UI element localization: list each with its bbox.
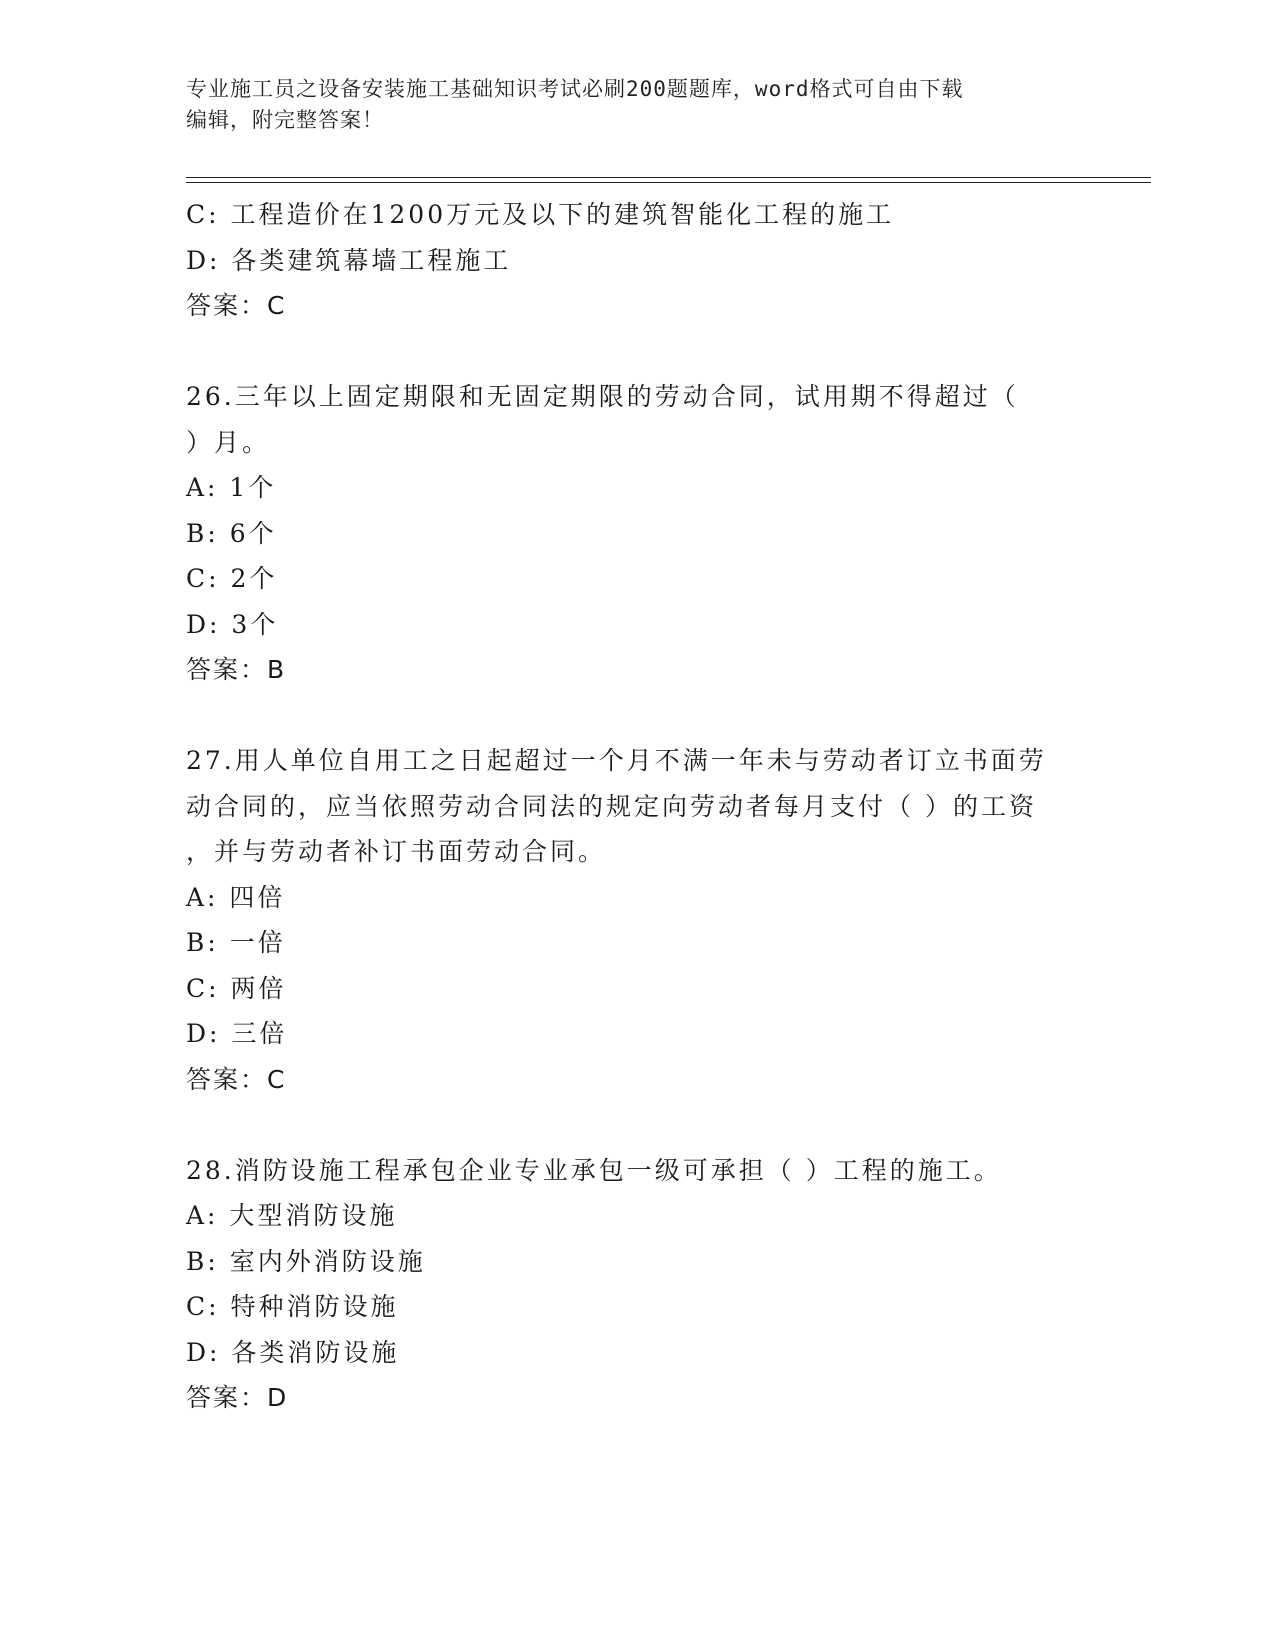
header-divider-top [186,177,1151,178]
question-stem-line: 26.三年以上固定期限和无固定期限的劳动合同，试用期不得超过（ [186,382,1019,411]
question-stem-line: ）月。 [186,427,271,457]
option-c: C: 两倍 [186,973,287,1003]
header-divider-bottom [186,182,1151,183]
question-stem-line: 动合同的，应当依照劳动合同法的规定向劳动者每月支付（ ）的工资 [186,791,1037,821]
option-d: D: 3个 [186,609,279,639]
question-stem-line: ，并与劳动者补订书面劳动合同。 [186,837,607,866]
question-25-continuation [186,192,1106,329]
option-a: A: 大型消防设施 [186,1201,398,1230]
header-title-line-1: 专业施工员之设备安装施工基础知识考试必刷200题题库，word格式可自由下载 [186,77,964,101]
answer-line: 答案：B [186,655,287,684]
option-d: D: 各类消防设施 [186,1337,400,1367]
answer-line: 答案：C [186,291,287,320]
answer-line: 答案：D [186,1383,289,1412]
question-stem-line: 28.消防设施工程承包企业专业承包一级可承担（ ）工程的施工。 [186,1155,1002,1185]
question-27 [186,738,1106,1102]
option-d: D: 各类建筑幕墙工程施工 [186,245,512,275]
option-c: C: 2个 [186,564,278,593]
header-title-line-2: 编辑，附完整答案！ [186,108,384,132]
question-list [186,192,1106,1421]
question-28 [186,1148,1106,1421]
question-26 [186,374,1106,693]
option-b: B: 6个 [186,518,277,548]
option-c: C: 特种消防设施 [186,1292,399,1321]
document-header [186,74,1086,136]
option-b: B: 一倍 [186,928,286,957]
option-a: A: 1个 [186,473,277,502]
question-stem-line: 27.用人单位自用工之日起超过一个月不满一年未与劳动者订立书面劳 [186,746,1047,775]
option-d: D: 三倍 [186,1019,288,1048]
option-a: A: 四倍 [186,882,286,912]
option-c: C: 工程造价在1200万元及以下的建筑智能化工程的施工 [186,200,895,229]
option-b: B: 室内外消防设施 [186,1246,426,1276]
answer-line: 答案：C [186,1064,287,1094]
spacer [186,1102,1106,1148]
spacer [186,329,1106,375]
spacer [186,693,1106,739]
